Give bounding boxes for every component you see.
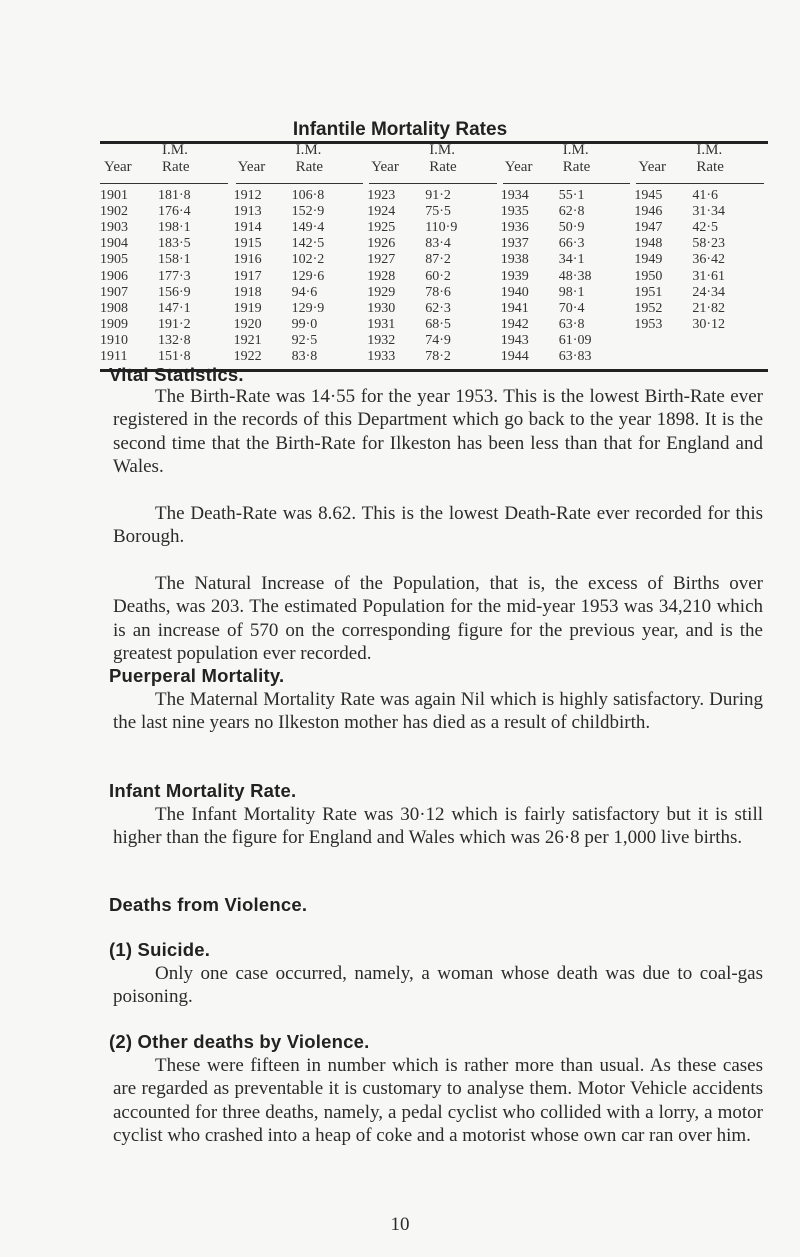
paragraph-death-rate: The Death-Rate was 8.62. This is the lowest Death-Rate ever recorded for this Borough. — [113, 503, 763, 548]
header-im: I.M. — [429, 142, 456, 158]
header-underline — [236, 183, 364, 184]
header-underline — [100, 183, 228, 184]
heading-deaths-from-violence: Deaths from Violence. — [109, 894, 308, 915]
cell-year: 1919 — [233, 300, 262, 316]
cell-year: 1932 — [367, 332, 396, 348]
header-underline — [369, 183, 497, 184]
heading-suicide: (1) Suicide. — [109, 939, 211, 960]
cell-year: 1944 — [500, 349, 529, 364]
cell-im-rate: 62·3 — [425, 300, 451, 316]
cell-im-rate: 36·42 — [692, 252, 726, 268]
cell-year: 1935 — [500, 204, 529, 220]
cell-im-rate: 21·82 — [692, 300, 726, 316]
cell-year: 1911 — [100, 349, 128, 364]
header-underline — [503, 183, 631, 184]
cell-im-rate: 42·5 — [692, 220, 719, 236]
cell-im-rate: 176·4 — [158, 204, 191, 220]
header-year: Year — [104, 159, 132, 175]
header-year: Year — [638, 159, 667, 175]
paragraph-natural-increase: The Natural Increase of the Population, that is, the excess of Births over Deaths, was 203. The estimated Population for the mid-year 1953 was 34,210 which is an increase of 570 on the corresponding figure for the previous year, and is the greatest population ever recorded. — [113, 573, 763, 665]
cell-year: 1948 — [634, 236, 663, 252]
heading-infant-mortality-rate: Infant Mortality Rate. — [109, 780, 297, 801]
cell-im-rate: 149·4 — [291, 220, 325, 236]
cell-year: 1949 — [634, 252, 663, 268]
cell-im-rate: 129·6 — [291, 268, 325, 284]
cell-im-rate: 78·2 — [425, 349, 451, 364]
cell-im-rate: 183·5 — [158, 236, 191, 252]
header-rate: Rate — [162, 159, 190, 175]
cell-im-rate: 142·5 — [291, 236, 325, 252]
paragraph-infant-mortality: The Infant Mortality Rate was 30·12 which is fairly satisfactory but it is still higher than the figure for England and Wales which was 26·8 per 1,000 live births. — [113, 804, 763, 849]
header-year: Year — [371, 159, 399, 175]
table-title: Infantile Mortality Rates — [292, 119, 508, 140]
cell-year: 1921 — [233, 332, 262, 348]
paragraph-suicide: Only one case occurred, namely, a woman whose death was due to coal-gas poisoning. — [113, 963, 763, 1008]
cell-year: 1940 — [500, 284, 529, 300]
cell-im-rate: 63·83 — [558, 349, 592, 364]
cell-year: 1907 — [100, 284, 128, 300]
paragraph-other-violence: These were fifteen in number which is rather more than usual. As these cases are regarded as preventable it is customary to analyse them. Motor Vehicle accidents accounted for three deaths, namely, a pedal cyclist who collided with a lorry, a motor cyclist who crashed into a heap of coke and a motorist whose own car ran over him. — [113, 1055, 763, 1147]
page-number: 10 — [390, 1214, 410, 1235]
header-rate: Rate — [562, 159, 591, 175]
header-im: I.M. — [696, 142, 723, 158]
cell-year: 1927 — [367, 252, 396, 268]
cell-im-rate: 34·1 — [558, 252, 585, 268]
cell-year: 1929 — [367, 284, 396, 300]
cell-im-rate: 177·3 — [158, 268, 191, 284]
cell-year: 1942 — [500, 316, 529, 332]
cell-im-rate: 83·4 — [425, 236, 451, 252]
cell-year: 1916 — [233, 252, 262, 268]
cell-im-rate: 78·6 — [425, 284, 451, 300]
cell-im-rate: 98·1 — [558, 284, 585, 300]
cell-year: 1905 — [100, 252, 128, 268]
cell-year: 1915 — [233, 236, 262, 252]
header-im: I.M. — [162, 142, 188, 158]
cell-im-rate: 62·8 — [558, 204, 585, 220]
cell-im-rate: 158·1 — [158, 252, 191, 268]
cell-year: 1918 — [233, 284, 262, 300]
cell-year: 1950 — [634, 268, 663, 284]
cell-im-rate: 30·12 — [692, 316, 726, 332]
cell-im-rate: 83·8 — [291, 349, 318, 364]
header-underline — [636, 183, 764, 184]
cell-year: 1902 — [100, 204, 128, 220]
cell-year: 1912 — [233, 188, 262, 203]
header-im: I.M. — [295, 142, 322, 158]
cell-year: 1934 — [500, 188, 529, 203]
cell-im-rate: 147·1 — [158, 300, 191, 316]
cell-year: 1922 — [233, 349, 262, 364]
cell-year: 1903 — [100, 220, 128, 236]
cell-year: 1937 — [500, 236, 529, 252]
cell-im-rate: 151·8 — [158, 349, 191, 364]
cell-im-rate: 91·2 — [425, 188, 451, 203]
cell-year: 1925 — [367, 220, 396, 236]
cell-im-rate: 55·1 — [558, 188, 585, 203]
header-year: Year — [237, 159, 266, 175]
cell-im-rate: 156·9 — [158, 284, 191, 300]
cell-im-rate: 74·9 — [425, 332, 451, 348]
cell-year: 1938 — [500, 252, 529, 268]
cell-im-rate: 94·6 — [291, 284, 318, 300]
cell-im-rate: 61·09 — [558, 332, 592, 348]
cell-year: 1953 — [634, 316, 663, 332]
cell-im-rate: 99·0 — [291, 316, 318, 332]
header-rate: Rate — [696, 159, 724, 175]
cell-im-rate: 58·23 — [692, 236, 726, 252]
paragraph-birth-rate: The Birth-Rate was 14·55 for the year 1953. This is the lowest Birth-Rate ever registered in the records of this Department which go back to the year 1898. It is the second time that the Birth-Rate for Ilkeston has been less than that for England and Wales. — [113, 386, 763, 478]
cell-year: 1952 — [634, 300, 663, 316]
cell-im-rate: 60·2 — [425, 268, 451, 284]
cell-year: 1943 — [500, 332, 529, 348]
cell-im-rate: 87·2 — [425, 252, 451, 268]
cell-year: 1928 — [367, 268, 396, 284]
cell-year: 1930 — [367, 300, 396, 316]
cell-im-rate: 70·4 — [558, 300, 585, 316]
cell-im-rate: 152·9 — [291, 204, 325, 220]
heading-vital-statistics: Vital Statistics. — [109, 364, 244, 385]
heading-other-deaths-by-violence: (2) Other deaths by Violence. — [109, 1031, 370, 1052]
header-im: I.M. — [562, 142, 589, 158]
cell-year: 1913 — [233, 204, 262, 220]
cell-im-rate: 129·9 — [291, 300, 325, 316]
cell-im-rate: 191·2 — [158, 316, 191, 332]
header-rate: Rate — [429, 159, 457, 175]
cell-year: 1946 — [634, 204, 663, 220]
cell-year: 1926 — [367, 236, 396, 252]
cell-year: 1936 — [500, 220, 529, 236]
cell-year: 1924 — [367, 204, 396, 220]
cell-im-rate: 50·9 — [558, 220, 585, 236]
cell-im-rate: 92·5 — [291, 332, 318, 348]
cell-year: 1931 — [367, 316, 396, 332]
cell-year: 1901 — [100, 188, 128, 203]
cell-im-rate: 31·61 — [692, 268, 726, 284]
cell-im-rate: 48·38 — [558, 268, 592, 284]
cell-im-rate: 68·5 — [425, 316, 451, 332]
cell-year: 1920 — [233, 316, 262, 332]
cell-year: 1910 — [100, 332, 128, 348]
cell-im-rate: 181·8 — [158, 188, 191, 203]
cell-year: 1906 — [100, 268, 128, 284]
cell-year: 1947 — [634, 220, 663, 236]
cell-im-rate: 24·34 — [692, 284, 726, 300]
cell-year: 1904 — [100, 236, 128, 252]
cell-year: 1941 — [500, 300, 529, 316]
cell-im-rate: 63·8 — [558, 316, 585, 332]
cell-year: 1945 — [634, 188, 663, 203]
cell-year: 1923 — [367, 188, 396, 203]
cell-year: 1909 — [100, 316, 128, 332]
heading-puerperal-mortality: Puerperal Mortality. — [109, 665, 285, 686]
cell-year: 1908 — [100, 300, 128, 316]
cell-im-rate: 75·5 — [425, 204, 451, 220]
cell-im-rate: 31·34 — [692, 204, 726, 220]
paragraph-maternal-mortality: The Maternal Mortality Rate was again Nil which is highly satisfactory. During the last nine years no Ilkeston mother has died as a result of childbirth. — [113, 689, 763, 734]
cell-im-rate: 110·9 — [425, 220, 458, 236]
cell-year: 1939 — [500, 268, 529, 284]
cell-im-rate: 102·2 — [291, 252, 325, 268]
header-year: Year — [504, 159, 533, 175]
cell-im-rate: 41·6 — [692, 188, 719, 203]
header-rate: Rate — [295, 159, 324, 175]
cell-year: 1917 — [233, 268, 262, 284]
cell-year: 1933 — [367, 349, 396, 364]
cell-year: 1951 — [634, 284, 663, 300]
cell-year: 1914 — [233, 220, 262, 236]
cell-im-rate: 132·8 — [158, 332, 191, 348]
cell-im-rate: 106·8 — [291, 188, 325, 203]
cell-im-rate: 66·3 — [558, 236, 585, 252]
cell-im-rate: 198·1 — [158, 220, 191, 236]
